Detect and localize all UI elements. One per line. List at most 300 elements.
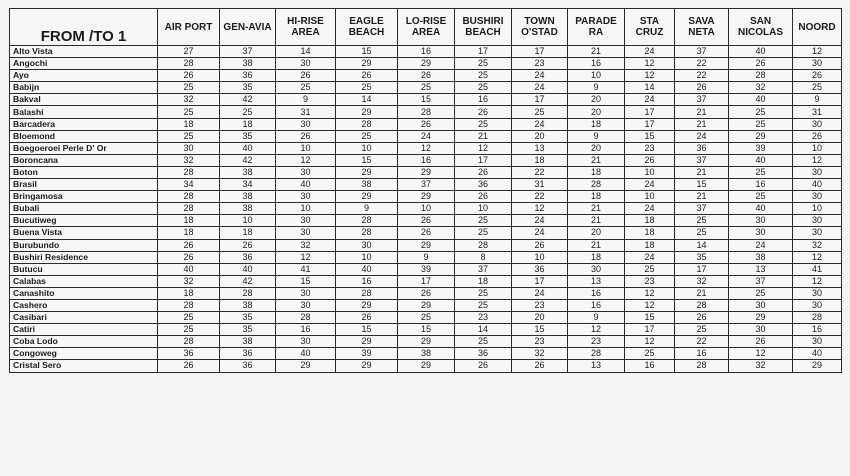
fare-cell: 31	[512, 179, 568, 191]
fare-cell: 31	[793, 106, 842, 118]
table-row	[10, 191, 842, 203]
fare-cell: 25	[455, 287, 512, 299]
fare-cell: 37	[220, 46, 276, 58]
fare-cell: 25	[675, 215, 729, 227]
location-name: Bringamosa	[10, 191, 158, 203]
fare-cell: 25	[512, 106, 568, 118]
fare-cell: 12	[568, 324, 625, 336]
table-row	[10, 46, 842, 58]
location-name: Coba Lodo	[10, 336, 158, 348]
fare-cell: 16	[455, 94, 512, 106]
fare-cell: 15	[675, 179, 729, 191]
fare-cell: 25	[220, 106, 276, 118]
fare-cell: 12	[793, 275, 842, 287]
fare-cell: 22	[675, 58, 729, 70]
fare-cell: 29	[729, 130, 793, 142]
fare-cell: 15	[512, 324, 568, 336]
column-header: GEN-AVIA	[220, 9, 276, 46]
fare-cell: 28	[158, 299, 220, 311]
fare-cell: 28	[158, 336, 220, 348]
fare-cell: 16	[568, 58, 625, 70]
location-name: Babijn	[10, 82, 158, 94]
fare-cell: 32	[793, 239, 842, 251]
column-header: AIR PORT	[158, 9, 220, 46]
fare-cell: 29	[398, 336, 455, 348]
fare-cell: 38	[220, 166, 276, 178]
fare-cell: 30	[276, 118, 336, 130]
fare-cell: 12	[793, 154, 842, 166]
fare-cell: 30	[276, 191, 336, 203]
fare-cell: 40	[793, 179, 842, 191]
fare-cell: 13	[568, 275, 625, 287]
fare-cell: 25	[625, 348, 675, 360]
table-row	[10, 154, 842, 166]
fare-cell: 28	[158, 58, 220, 70]
fare-cell: 26	[729, 336, 793, 348]
fare-cell: 26	[398, 227, 455, 239]
fare-cell: 29	[398, 360, 455, 372]
fare-cell: 15	[336, 46, 398, 58]
fare-cell: 38	[398, 348, 455, 360]
fare-cell: 37	[729, 275, 793, 287]
fare-cell: 12	[455, 142, 512, 154]
table-row	[10, 106, 842, 118]
fare-cell: 10	[336, 251, 398, 263]
fare-cell: 25	[158, 324, 220, 336]
fare-cell: 34	[158, 179, 220, 191]
table-row	[10, 360, 842, 372]
fare-cell: 10	[276, 142, 336, 154]
fare-cell: 28	[568, 179, 625, 191]
fare-cell: 14	[625, 82, 675, 94]
fare-cell: 12	[625, 336, 675, 348]
fare-cell: 30	[729, 227, 793, 239]
fare-cell: 12	[625, 287, 675, 299]
fare-cell: 40	[276, 179, 336, 191]
fare-cell: 32	[158, 154, 220, 166]
fare-cell: 25	[398, 312, 455, 324]
column-header: PARADE RA	[568, 9, 625, 46]
fare-cell: 18	[625, 215, 675, 227]
fare-cell: 25	[729, 166, 793, 178]
fare-cell: 25	[455, 118, 512, 130]
fare-cell: 29	[276, 360, 336, 372]
fare-cell: 25	[729, 191, 793, 203]
fare-cell: 29	[398, 299, 455, 311]
fare-cell: 8	[455, 251, 512, 263]
fare-cell: 32	[276, 239, 336, 251]
location-name: Alto Vista	[10, 46, 158, 58]
fare-cell: 25	[675, 227, 729, 239]
fare-cell: 12	[512, 203, 568, 215]
fare-cell: 17	[512, 46, 568, 58]
fare-cell: 32	[729, 82, 793, 94]
fare-cell: 16	[625, 360, 675, 372]
location-name: Bakval	[10, 94, 158, 106]
fare-cell: 18	[455, 275, 512, 287]
table-row	[10, 263, 842, 275]
fare-cell: 30	[793, 166, 842, 178]
fare-cell: 25	[729, 106, 793, 118]
fare-cell: 20	[512, 130, 568, 142]
fare-cell: 29	[793, 360, 842, 372]
location-name: Buena Vista	[10, 227, 158, 239]
fare-cell: 28	[336, 118, 398, 130]
fare-cell: 17	[512, 94, 568, 106]
fare-cell: 41	[276, 263, 336, 275]
fare-cell: 23	[512, 299, 568, 311]
table-row	[10, 203, 842, 215]
fare-cell: 23	[568, 336, 625, 348]
fare-cell: 24	[625, 203, 675, 215]
fare-cell: 28	[336, 287, 398, 299]
fare-cell: 31	[276, 106, 336, 118]
fare-cell: 26	[455, 360, 512, 372]
fare-cell: 12	[276, 154, 336, 166]
fare-cell: 30	[793, 58, 842, 70]
fare-cell: 26	[398, 118, 455, 130]
fare-cell: 9	[568, 130, 625, 142]
fare-cell: 10	[793, 203, 842, 215]
fare-cell: 28	[158, 191, 220, 203]
fare-cell: 28	[729, 70, 793, 82]
fare-cell: 35	[220, 130, 276, 142]
fare-cell: 17	[625, 324, 675, 336]
fare-cell: 25	[455, 70, 512, 82]
fare-cell: 28	[220, 287, 276, 299]
fare-cell: 10	[276, 203, 336, 215]
fare-cell: 12	[625, 58, 675, 70]
fare-cell: 26	[793, 130, 842, 142]
table-row	[10, 70, 842, 82]
location-name: Angochi	[10, 58, 158, 70]
fare-cell: 28	[568, 348, 625, 360]
fare-cell: 12	[793, 46, 842, 58]
fare-cell: 30	[729, 324, 793, 336]
fare-cell: 13	[512, 142, 568, 154]
fare-cell: 25	[455, 215, 512, 227]
fare-cell: 26	[158, 70, 220, 82]
fare-cell: 30	[336, 239, 398, 251]
fare-cell: 26	[158, 251, 220, 263]
fare-cell: 26	[455, 166, 512, 178]
fare-cell: 23	[512, 336, 568, 348]
fare-cell: 28	[276, 312, 336, 324]
fare-cell: 26	[398, 70, 455, 82]
fare-cell: 24	[398, 130, 455, 142]
fare-cell: 40	[276, 348, 336, 360]
fare-cell: 30	[276, 299, 336, 311]
fare-cell: 25	[158, 106, 220, 118]
location-name: Bubali	[10, 203, 158, 215]
table-row	[10, 312, 842, 324]
fare-cell: 36	[220, 251, 276, 263]
fare-cell: 36	[220, 348, 276, 360]
fare-cell: 29	[336, 58, 398, 70]
fare-table-sheet	[9, 8, 841, 373]
fare-cell: 9	[336, 203, 398, 215]
fare-cell: 16	[398, 154, 455, 166]
column-header: LO-RISE AREA	[398, 9, 455, 46]
location-name: Canashito	[10, 287, 158, 299]
fare-cell: 40	[729, 46, 793, 58]
fare-cell: 21	[675, 118, 729, 130]
fare-cell: 24	[512, 215, 568, 227]
fare-cell: 26	[220, 239, 276, 251]
fare-cell: 18	[625, 227, 675, 239]
fare-cell: 39	[336, 348, 398, 360]
fare-cell: 14	[276, 46, 336, 58]
location-name: Catiri	[10, 324, 158, 336]
fare-cell: 35	[675, 251, 729, 263]
fare-cell: 15	[398, 94, 455, 106]
fare-cell: 26	[512, 239, 568, 251]
fare-cell: 26	[455, 106, 512, 118]
fare-cell: 20	[568, 142, 625, 154]
fare-cell: 34	[220, 179, 276, 191]
fare-cell: 10	[793, 142, 842, 154]
fare-cell: 39	[729, 142, 793, 154]
fare-cell: 25	[455, 82, 512, 94]
fare-cell: 30	[158, 142, 220, 154]
table-row	[10, 275, 842, 287]
fare-cell: 18	[568, 251, 625, 263]
fare-cell: 12	[276, 251, 336, 263]
location-name: Balashi	[10, 106, 158, 118]
fare-cell: 28	[398, 106, 455, 118]
fare-cell: 26	[158, 239, 220, 251]
fare-cell: 35	[220, 82, 276, 94]
table-row	[10, 239, 842, 251]
fare-cell: 29	[336, 360, 398, 372]
fare-cell: 38	[220, 299, 276, 311]
fare-cell: 30	[276, 227, 336, 239]
column-header: BUSHIRI BEACH	[455, 9, 512, 46]
fare-cell: 25	[158, 82, 220, 94]
fare-cell: 24	[512, 227, 568, 239]
fare-cell: 24	[625, 94, 675, 106]
fare-cell: 28	[675, 360, 729, 372]
fare-cell: 17	[625, 118, 675, 130]
fare-cell: 16	[398, 46, 455, 58]
fare-cell: 17	[398, 275, 455, 287]
fare-cell: 10	[625, 166, 675, 178]
fare-cell: 28	[158, 203, 220, 215]
fare-cell: 17	[675, 263, 729, 275]
fare-cell: 35	[220, 324, 276, 336]
fare-cell: 20	[568, 227, 625, 239]
fare-cell: 18	[625, 239, 675, 251]
fare-cell: 42	[220, 154, 276, 166]
fare-cell: 21	[675, 166, 729, 178]
fare-cell: 25	[729, 287, 793, 299]
fare-cell: 35	[220, 312, 276, 324]
fare-cell: 23	[512, 58, 568, 70]
fare-cell: 22	[675, 336, 729, 348]
fare-cell: 10	[398, 203, 455, 215]
fare-cell: 17	[625, 106, 675, 118]
fare-cell: 24	[512, 287, 568, 299]
fare-cell: 12	[625, 299, 675, 311]
fare-cell: 16	[729, 179, 793, 191]
fare-cell: 16	[568, 287, 625, 299]
fare-cell: 25	[455, 336, 512, 348]
fare-cell: 29	[398, 191, 455, 203]
fare-cell: 29	[398, 239, 455, 251]
fare-cell: 12	[729, 348, 793, 360]
fare-cell: 25	[336, 130, 398, 142]
fare-cell: 15	[276, 275, 336, 287]
fare-cell: 25	[398, 82, 455, 94]
fare-cell: 26	[276, 130, 336, 142]
fare-cell: 18	[158, 215, 220, 227]
fare-cell: 17	[455, 154, 512, 166]
fare-cell: 15	[625, 312, 675, 324]
fare-cell: 32	[512, 348, 568, 360]
fare-table	[9, 8, 842, 373]
fare-cell: 10	[336, 142, 398, 154]
fare-cell: 39	[398, 263, 455, 275]
fare-cell: 14	[455, 324, 512, 336]
column-header: TOWN O'STAD	[512, 9, 568, 46]
fare-cell: 16	[793, 324, 842, 336]
fare-cell: 36	[512, 263, 568, 275]
fare-cell: 26	[625, 154, 675, 166]
location-name: Bloemond	[10, 130, 158, 142]
column-header: HI-RISE AREA	[276, 9, 336, 46]
fare-cell: 25	[336, 82, 398, 94]
fare-cell: 26	[729, 58, 793, 70]
location-name: Bucutiweg	[10, 215, 158, 227]
fare-cell: 21	[568, 46, 625, 58]
fare-cell: 37	[455, 263, 512, 275]
fare-cell: 24	[512, 118, 568, 130]
fare-cell: 21	[568, 239, 625, 251]
table-row	[10, 142, 842, 154]
fare-cell: 25	[625, 263, 675, 275]
fare-cell: 18	[568, 166, 625, 178]
fare-cell: 37	[675, 46, 729, 58]
fare-cell: 23	[625, 142, 675, 154]
fare-cell: 28	[158, 166, 220, 178]
fare-cell: 25	[158, 312, 220, 324]
fare-cell: 42	[220, 94, 276, 106]
table-row	[10, 299, 842, 311]
fare-cell: 37	[675, 154, 729, 166]
fare-cell: 38	[220, 203, 276, 215]
fare-cell: 21	[568, 215, 625, 227]
fare-cell: 30	[793, 336, 842, 348]
fare-cell: 18	[158, 227, 220, 239]
fare-cell: 22	[512, 166, 568, 178]
fare-cell: 38	[729, 251, 793, 263]
fare-cell: 36	[158, 348, 220, 360]
fare-cell: 30	[793, 191, 842, 203]
fare-cell: 25	[793, 82, 842, 94]
fare-cell: 28	[336, 215, 398, 227]
table-row	[10, 82, 842, 94]
fare-cell: 10	[455, 203, 512, 215]
fare-cell: 13	[568, 360, 625, 372]
location-name: Boegoeroei Perle D' Or	[10, 142, 158, 154]
fare-cell: 9	[568, 82, 625, 94]
fare-cell: 28	[455, 239, 512, 251]
location-name: Barcadera	[10, 118, 158, 130]
fare-cell: 22	[675, 70, 729, 82]
fare-cell: 21	[675, 191, 729, 203]
fare-cell: 38	[220, 336, 276, 348]
fare-cell: 41	[793, 263, 842, 275]
fare-cell: 18	[568, 118, 625, 130]
fare-cell: 30	[793, 118, 842, 130]
fare-cell: 28	[793, 312, 842, 324]
fare-cell: 32	[729, 360, 793, 372]
fare-cell: 20	[512, 312, 568, 324]
fare-cell: 36	[455, 348, 512, 360]
fare-cell: 28	[675, 299, 729, 311]
fare-cell: 14	[336, 94, 398, 106]
fare-cell: 23	[455, 312, 512, 324]
fare-cell: 12	[793, 251, 842, 263]
fare-cell: 36	[675, 142, 729, 154]
fare-cell: 26	[675, 312, 729, 324]
fare-cell: 40	[729, 203, 793, 215]
fare-cell: 40	[220, 263, 276, 275]
fare-cell: 29	[336, 191, 398, 203]
fare-cell: 40	[220, 142, 276, 154]
table-row	[10, 324, 842, 336]
fare-cell: 24	[729, 239, 793, 251]
fare-cell: 18	[568, 191, 625, 203]
fare-cell: 30	[793, 299, 842, 311]
fare-cell: 30	[276, 166, 336, 178]
fare-cell: 30	[729, 215, 793, 227]
table-row	[10, 166, 842, 178]
fare-cell: 12	[398, 142, 455, 154]
fare-cell: 26	[512, 360, 568, 372]
fare-cell: 18	[512, 154, 568, 166]
fare-cell: 29	[336, 336, 398, 348]
fare-cell: 30	[729, 299, 793, 311]
fare-cell: 24	[625, 179, 675, 191]
location-name: Boroncana	[10, 154, 158, 166]
fare-cell: 16	[568, 299, 625, 311]
column-header: SAN NICOLAS	[729, 9, 793, 46]
fare-cell: 26	[336, 312, 398, 324]
fare-cell: 38	[220, 58, 276, 70]
fare-cell: 24	[512, 82, 568, 94]
fare-cell: 38	[220, 191, 276, 203]
fare-cell: 26	[455, 191, 512, 203]
fare-cell: 30	[276, 287, 336, 299]
table-body	[10, 46, 842, 373]
fare-cell: 9	[793, 94, 842, 106]
fare-cell: 18	[220, 227, 276, 239]
fare-cell: 30	[793, 215, 842, 227]
table-row	[10, 94, 842, 106]
fare-cell: 10	[568, 70, 625, 82]
fare-cell: 40	[158, 263, 220, 275]
column-header: EAGLE BEACH	[336, 9, 398, 46]
fare-cell: 9	[398, 251, 455, 263]
fare-cell: 37	[398, 179, 455, 191]
fare-cell: 18	[158, 118, 220, 130]
fare-cell: 21	[455, 130, 512, 142]
fare-cell: 13	[729, 263, 793, 275]
fare-cell: 26	[793, 70, 842, 82]
table-row	[10, 287, 842, 299]
fare-cell: 25	[455, 299, 512, 311]
